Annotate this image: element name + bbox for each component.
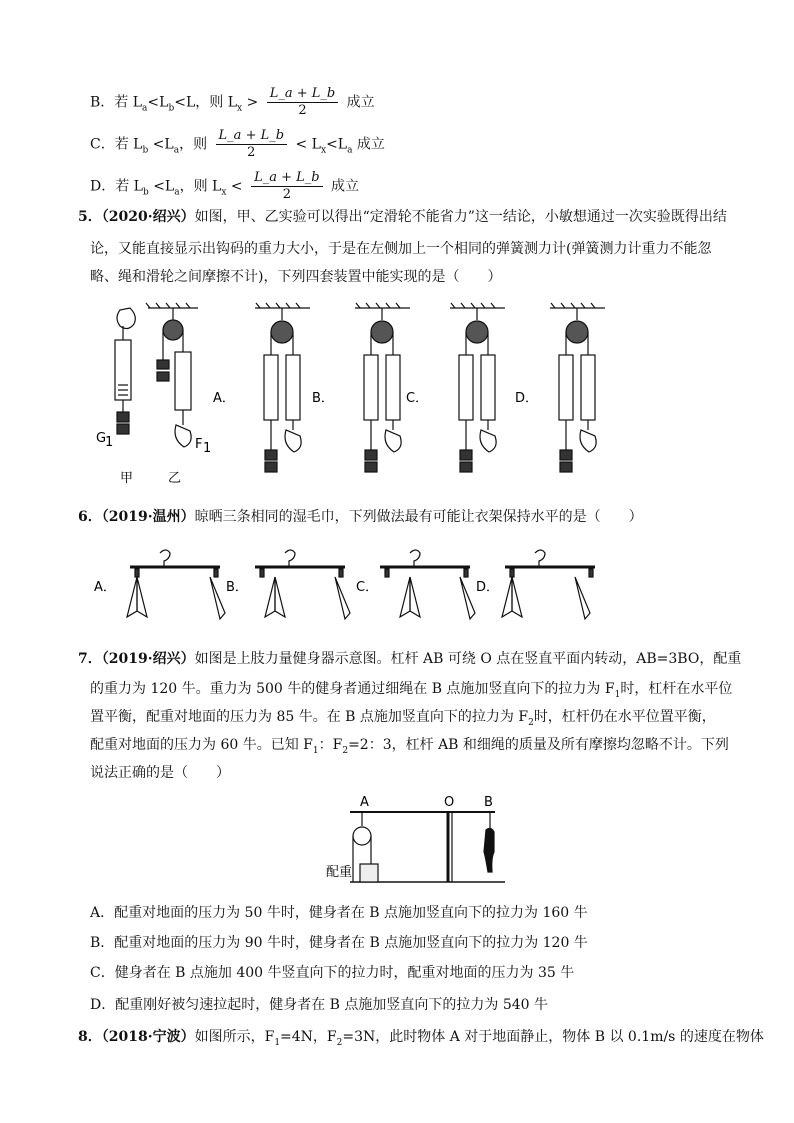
fraction: $\frac{L\_a + L\_b}{2}$	[267, 86, 339, 119]
q7-option-b: B．配重对地面的压力为 90 牛时，健身者在 B 点施加竖直向下的拉力为 120 牛	[90, 935, 588, 951]
q6-opt-a: A．	[94, 580, 116, 595]
q6-line: 6．（2019·温州）晾晒三条相同的湿毛巾，下列做法最有可能让衣架保持水平的是（ ）	[78, 509, 643, 525]
q7-option-a: A．配重对地面的压力为 50 牛时，健身者在 B 点施加竖直向下的拉力为 160 牛	[90, 905, 588, 921]
hand-icon	[117, 308, 135, 329]
q4-option-c: C．若 $L_b <L_a$，则 $\frac{L\_a + L\_b}{2}$ < $L_x<L_a$ 成立	[90, 128, 385, 160]
hanger	[502, 550, 595, 619]
label-weight: 配重	[326, 865, 353, 880]
q4-option-b: B．若 $L_a<L_b<L$，则 $L_x$ > $\frac{L\_a + L\_b}{2}$ 成立	[90, 86, 375, 118]
q7-line4: 配重对地面的压力为 60 牛。已知 $F_1$：$F_2=2$：3，杠杆 AB 和细绳的质量及所有摩擦均忽略不计。下列	[90, 737, 729, 756]
label-g1-sub: 1	[105, 435, 114, 450]
hanger	[127, 550, 225, 619]
label-b: B	[484, 795, 493, 810]
label-jia: 甲	[120, 471, 134, 486]
label-g1: G	[96, 431, 107, 446]
q5-figure	[90, 300, 710, 490]
fraction: $\frac{L\_a + L\_b}{2}$	[216, 128, 288, 161]
q6-opt-d: D．	[476, 580, 500, 595]
label-opt-b: B．	[312, 391, 334, 406]
label-f1: F	[195, 437, 203, 452]
q7-line2: 的重力为 120 牛。重力为 500 牛的健身者通过细绳在 B 点施加竖直向下的拉力为 $F_1$时，杠杆在水平位	[90, 681, 733, 700]
q6-opt-b: B．	[226, 580, 248, 595]
label-a: A	[360, 795, 369, 810]
hanger	[255, 550, 350, 619]
label-f1-sub: 1	[203, 441, 212, 456]
label-opt-c: C．	[406, 391, 429, 406]
q4-option-d: D．若 $L_b <L_a$，则 $L_x$ < $\frac{L\_a + L\_b}{2}$ 成立	[90, 170, 360, 202]
q5-line3: 略、绳和滑轮之间摩擦不计)，下列四套装置中能实现的是（ ）	[90, 269, 502, 285]
q7-line5: 说法正确的是（ ）	[90, 765, 230, 781]
label-yi: 乙	[168, 471, 182, 486]
fraction: $\frac{L\_a + L\_b}{2}$	[251, 170, 323, 203]
q8-line1: 8．（2018·宁波）如图所示，$F_1=4N$，$F_2=3N$，此时物体 A 对于地面静止，物体 B 以 0.1m/s 的速度在物体	[78, 1029, 764, 1048]
q5-line1: 5．（2020·绍兴）如图，甲、乙实验可以得出“定滑轮不能省力”这一结论，小敏想通过一次实验既得出结	[78, 209, 727, 225]
q7-option-c: C．健身者在 B 点施加 400 牛竖直向下的拉力时，配重对地面的压力为 35 牛	[90, 965, 575, 981]
q7-line1: 7．（2019·绍兴）如图是上肢力量健身器示意图。杠杆 AB 可绕 O 点在竖直平面内转动，AB=3BO，配重	[78, 651, 742, 667]
q6-figure	[90, 545, 610, 625]
q7-option-d: D．配重刚好被匀速拉起时，健身者在 B 点施加竖直向下的拉力为 540 牛	[90, 997, 549, 1013]
q7-line3: 置平衡，配重对地面的压力为 85 牛。在 B 点施加竖直向下的拉力为 $F_2$时，杠杆仍在水平位置平衡，	[90, 709, 716, 728]
hand-icon	[175, 425, 191, 447]
label-opt-d: D．	[515, 391, 539, 406]
label-o: O	[444, 795, 455, 810]
hanger	[380, 550, 475, 619]
label-opt-a: A．	[213, 391, 235, 406]
q7-figure	[320, 790, 520, 890]
q6-opt-c: C．	[356, 580, 379, 595]
q5-line2: 论，又能直接显示出钩码的重力大小，于是在左侧加上一个相同的弹簧测力计(弹簧测力计重力不能忽	[90, 241, 712, 257]
